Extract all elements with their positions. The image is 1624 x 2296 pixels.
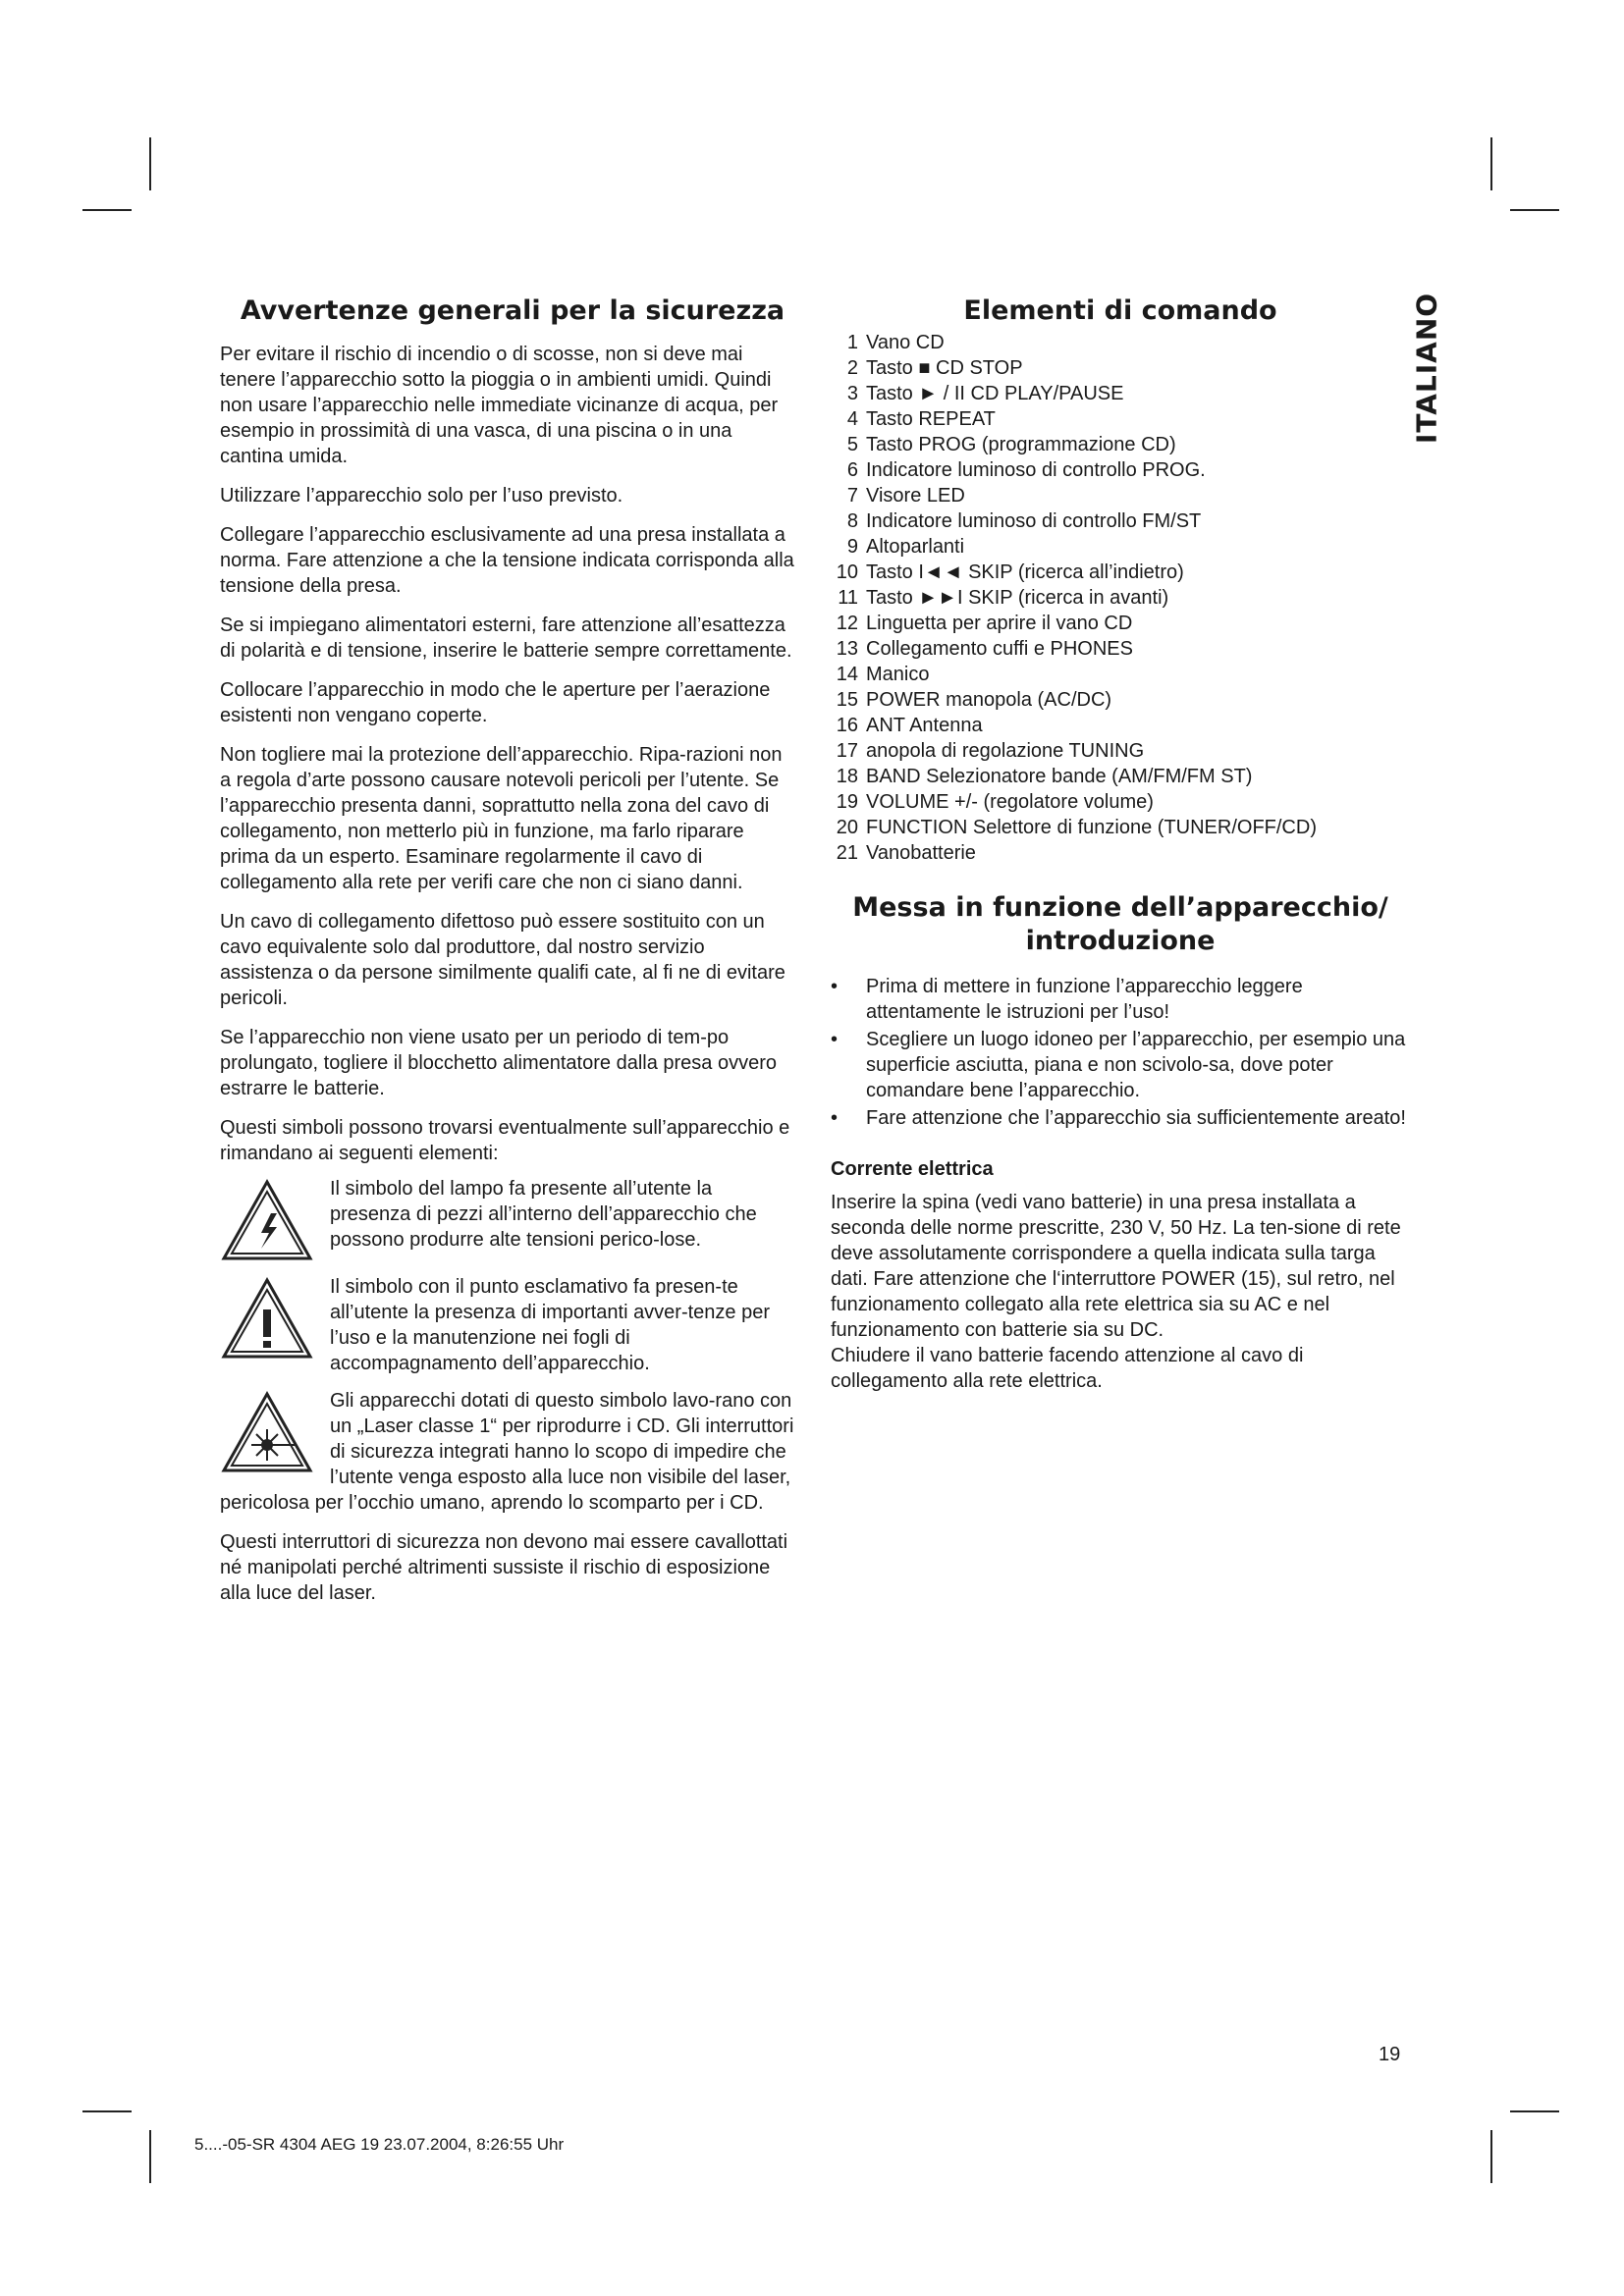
crop-mark — [82, 2110, 132, 2112]
control-item: 3 Tasto ► / II CD PLAY/PAUSE — [846, 383, 1124, 404]
control-item: 12 Linguetta per aprire il vano CD — [836, 613, 1133, 634]
laser-symbol-text: Gli apparecchi dotati di questo simbolo lavo-rano con un „Laser classe 1“ per riprodurre i CD. Gli interruttori di sicurezza integrati hanno lo scopo di impedire che l’utente venga esposto alla luce non visibile del laser, pericolosa per l’occhio umano, aprendo lo scomparto per i CD. — [220, 1390, 794, 1514]
safety-paragraph: Collegare l’apparecchio esclusivamente ad una presa installata a norma. Fare attenzione a che la tensione indicata corrisponda alla tensione della presa. — [220, 524, 794, 597]
safety-paragraph: Se l’apparecchio non viene usato per un periodo di tem-po prolungato, togliere il blocchetto alimentatore dalla presa ovvero estrarre le batterie. — [220, 1027, 778, 1099]
setup-title-line-1: Messa in funzione dell’apparecchio/ — [852, 892, 1388, 923]
control-item: 10 Tasto I◄◄ SKIP (ricerca all’indietro) — [836, 561, 1184, 583]
safety-paragraph: Utilizzare l’apparecchio solo per l’uso previsto. — [220, 485, 623, 507]
control-item: 8 Indicatore luminoso di controllo FM/ST — [846, 510, 1202, 532]
safety-paragraph: Se si impiegano alimentatori esterni, fare attenzione all’esattezza di polarità e di tensione, inserire le batterie sempre correttamente. — [220, 614, 792, 662]
page-number: 19 — [1379, 2044, 1401, 2065]
controls-list — [831, 330, 1410, 866]
control-item: 6 Indicatore luminoso di controllo PROG. — [846, 459, 1206, 481]
laser-warning-icon — [220, 1390, 314, 1474]
control-item: 18 BAND Selezionatore bande (AM/FM/FM ST) — [836, 766, 1253, 787]
crop-mark — [1510, 2110, 1559, 2112]
crop-mark — [1490, 2130, 1492, 2183]
exclamation-warning-icon — [220, 1276, 314, 1361]
safety-title: Avvertenze generali per la sicurezza — [240, 295, 785, 326]
control-item: 4 Tasto REPEAT — [846, 408, 996, 430]
safety-paragraph: Questi simboli possono trovarsi eventualmente sull’apparecchio e rimandano ai seguenti elementi: — [220, 1117, 790, 1164]
exclamation-symbol-text: Il simbolo con il punto esclamativo fa presen-te all’utente la presenza di importanti avver-tenze per l’uso e la manutenzione nei fogli di accompagnamento dell’apparecchio. — [330, 1276, 771, 1374]
print-footer: 5....-05-SR 4304 AEG 19 23.07.2004, 8:26:55 Uhr — [194, 2135, 565, 2154]
lightning-symbol-block — [220, 1176, 795, 1262]
control-item: 11 Tasto ►►I SKIP (ricerca in avanti) — [838, 587, 1169, 609]
control-item: 16 ANT Antenna — [836, 715, 983, 736]
crop-mark — [82, 209, 132, 211]
crop-mark — [149, 137, 151, 190]
setup-title — [831, 891, 1410, 958]
safety-section — [220, 294, 795, 1620]
exclamation-symbol-block — [220, 1274, 795, 1376]
setup-bullets — [831, 974, 1410, 1131]
crop-mark — [1510, 209, 1559, 211]
control-item: 20 FUNCTION Selettore di funzione (TUNER/OFF/CD) — [836, 817, 1317, 838]
bullet-item: • Fare attenzione che l’apparecchio sia sufficientemente areato! — [831, 1105, 1410, 1131]
control-item: 13 Collegamento cuffi e PHONES — [836, 638, 1133, 660]
control-item: 1 Vano CD — [846, 332, 945, 353]
power-heading: Corrente elettrica — [831, 1158, 994, 1180]
control-item: 15 POWER manopola (AC/DC) — [836, 689, 1112, 711]
control-item: 7 Visore LED — [846, 485, 965, 507]
safety-paragraph: Per evitare il rischio di incendio o di scosse, non si deve mai tenere l’apparecchio sotto la pioggia o in ambienti umidi. Quindi non usare l’apparecchio nelle immediate vicinanze di acqua, per esempio in prossimità di una vasca, di una piscina o in una cantina umida. — [220, 344, 779, 467]
control-item: 19 VOLUME +/- (regolatore volume) — [836, 791, 1154, 813]
bullet-item: • Scegliere un luogo idoneo per l’apparecchio, per esempio una superficie asciutta, piana e non scivolo-sa, dove poter comandare bene l’apparecchio. — [831, 1027, 1410, 1103]
control-item: 5 Tasto PROG (programmazione CD) — [846, 434, 1176, 455]
power-paragraph: Inserire la spina (vedi vano batterie) in una presa installata a seconda delle norme prescritte, 230 V, 50 Hz. La ten-sione di rete deve assolutamente corrispondere a quella indicata sulla targa dati. Fare attenzione che l‘interruttore POWER (15), sul retro, nel funzionamento collegato alla rete elettrica sia su AC e nel funzionamento con batterie sia su DC. — [831, 1192, 1401, 1341]
controls-section — [831, 294, 1410, 1394]
laser-symbol-block — [220, 1388, 795, 1529]
control-item: 21 Vanobatterie — [836, 842, 976, 864]
lightning-symbol-text: Il simbolo del lampo fa presente all’utente la presenza di pezzi all’interno dell’apparecchio che possono produrre alte tensioni perico-lose. — [330, 1178, 757, 1251]
safety-paragraph: Collocare l’apparecchio in modo che le aperture per l’aerazione esistenti non vengano coperte. — [220, 679, 771, 726]
safety-paragraph: Non togliere mai la protezione dell’apparecchio. Ripa-razioni non a regola d’arte possono causare notevoli pericoli per l’utente. Se l’apparecchio presenta danni, soprattutto nella zona del cavo di collegamento, non metterlo più in funzione, ma farlo riparare prima da un esperto. Esaminare regolarmente il cavo di collegamento alla rete per verifi care che non ci siano danni. — [220, 744, 783, 893]
bullet-item: • Prima di mettere in funzione l’apparecchio leggere attentamente le istruzioni per l’uso! — [831, 974, 1410, 1025]
safety-paragraph: Un cavo di collegamento difettoso può essere sostituito con un cavo equivalente solo dal produttore, dal nostro servizio assistenza o da persone similmente qualifi cate, al fi ne di evitare pericoli. — [220, 911, 785, 1009]
control-item: 2 Tasto ■ CD STOP — [846, 357, 1023, 379]
control-item: 14 Manico — [836, 664, 930, 685]
controls-title: Elementi di comando — [963, 295, 1277, 326]
crop-mark — [1490, 137, 1492, 190]
control-item: 9 Altoparlanti — [846, 536, 965, 558]
lightning-warning-icon — [220, 1178, 314, 1262]
control-item: 17 anopola di regolazione TUNING — [836, 740, 1145, 762]
setup-title-line-2: introduzione — [1025, 926, 1216, 956]
power-paragraph: Chiudere il vano batterie facendo attenzione al cavo di collegamento alla rete elettrica. — [831, 1345, 1304, 1392]
language-label: ITALIANO — [1410, 292, 1443, 445]
laser-closing-paragraph: Questi interruttori di sicurezza non devono mai essere cavallottati né manipolati perché altrimenti sussiste il rischio di esposizione alla luce del laser. — [220, 1531, 788, 1604]
crop-mark — [149, 2130, 151, 2183]
